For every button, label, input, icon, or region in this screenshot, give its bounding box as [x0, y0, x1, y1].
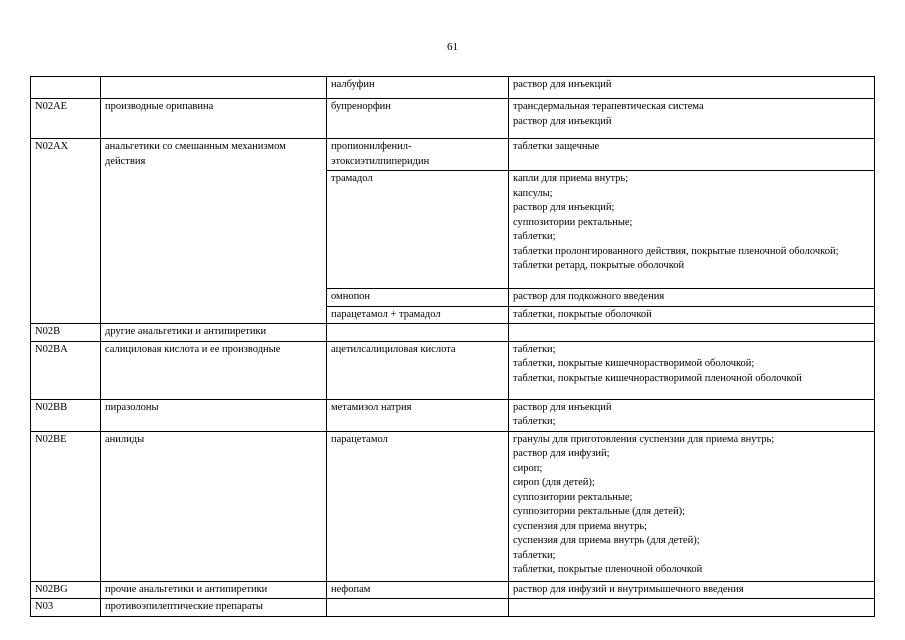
table-row	[31, 77, 875, 99]
dosage-form: таблетки;	[513, 549, 556, 561]
table-row	[31, 599, 875, 617]
group-cell: прочие анальгетики и антипиретики	[101, 581, 327, 599]
code-cell: N03	[31, 599, 101, 617]
dosage-form: раствор для инъекций	[513, 79, 612, 90]
dosage-forms-cell	[509, 581, 875, 599]
drug-name-cell	[327, 599, 509, 617]
dosage-form: раствор для инъекций	[513, 401, 612, 413]
drug-name-cell: нефопам	[327, 581, 509, 599]
dosage-form: суппозитории ректальные;	[513, 491, 633, 503]
code-cell: N02B	[31, 324, 101, 342]
group-cell	[101, 289, 327, 307]
group-cell	[101, 306, 327, 324]
dosage-form: капсулы;	[513, 187, 553, 199]
dosage-form: гранулы для приготовления суспензии для приема внутрь;	[513, 433, 775, 445]
dosage-forms-cell	[509, 324, 875, 342]
drug-name-cell: пропионилфенил-этоксиэтилпиперидин	[327, 139, 509, 171]
dosage-form: таблетки защечные	[513, 141, 600, 152]
page-number: 61	[447, 41, 458, 53]
table-row	[31, 99, 875, 139]
dosage-form: суспензия для приема внутрь (для детей);	[513, 535, 700, 546]
table-row	[31, 289, 875, 307]
dosage-form: таблетки пролонгированного действия, покрытые пленочной оболочкой;	[513, 245, 839, 257]
table-row	[31, 341, 875, 399]
group-cell	[101, 77, 327, 99]
code-cell	[31, 77, 101, 99]
group-cell: производные орипавина	[101, 99, 327, 139]
table-row	[31, 324, 875, 342]
group-cell: анальгетики со смешанным механизмом действия	[101, 139, 327, 171]
code-cell: N02AX	[31, 139, 101, 171]
dosage-form: раствор для подкожного введения	[513, 291, 665, 302]
dosage-form: таблетки, покрытые кишечнорастворимой оболочкой;	[513, 358, 755, 369]
group-cell: противоэпилептические препараты	[101, 599, 327, 617]
group-cell: анилиды	[101, 431, 327, 581]
code-cell: N02AE	[31, 99, 101, 139]
drug-name-cell	[327, 324, 509, 342]
dosage-form: капли для приема внутрь;	[513, 173, 629, 184]
table-row	[31, 139, 875, 171]
drug-name-cell: метамизол натрия	[327, 399, 509, 431]
group-cell: другие анальгетики и антипиретики	[101, 324, 327, 342]
code-cell: N02BA	[31, 341, 101, 399]
table-row	[31, 581, 875, 599]
dosage-form: раствор для инфузий и внутримышечного введения	[513, 583, 744, 595]
drug-name-cell: парацетамол + трамадол	[327, 306, 509, 324]
dosage-forms-cell	[509, 139, 875, 171]
table-row	[31, 171, 875, 289]
group-cell	[101, 171, 327, 289]
drug-name-cell: омнопон	[327, 289, 509, 307]
dosage-forms-cell	[509, 599, 875, 617]
dosage-form: трансдермальная терапевтическая система	[513, 101, 704, 112]
dosage-form: суппозитории ректальные (для детей);	[513, 506, 685, 517]
dosage-form: раствор для инъекций;	[513, 202, 615, 213]
group-cell: салициловая кислота и ее производные	[101, 341, 327, 399]
dosage-form: раствор для инфузий;	[513, 448, 610, 459]
dosage-form: таблетки;	[513, 416, 556, 427]
table-row	[31, 399, 875, 431]
code-cell	[31, 289, 101, 307]
dosage-forms-cell	[509, 341, 875, 399]
dosage-form: суппозитории ректальные;	[513, 216, 633, 228]
dosage-form: таблетки, покрытые пленочной оболочкой	[513, 564, 703, 575]
dosage-forms-cell	[509, 77, 875, 99]
dosage-forms-cell	[509, 99, 875, 139]
group-cell: пиразолоны	[101, 399, 327, 431]
dosage-forms-cell	[509, 399, 875, 431]
dosage-form: сироп (для детей);	[513, 477, 595, 488]
drug-name-cell: налбуфин	[327, 77, 509, 99]
dosage-form: таблетки;	[513, 231, 556, 242]
dosage-forms-cell	[509, 171, 875, 289]
dosage-form: раствор для инъекций	[513, 115, 612, 127]
code-cell	[31, 306, 101, 324]
drug-name-cell: ацетилсалициловая кислота	[327, 341, 509, 399]
dosage-forms-cell	[509, 306, 875, 324]
drug-name-cell: парацетамол	[327, 431, 509, 581]
dosage-forms-cell	[509, 431, 875, 581]
code-cell: N02BE	[31, 431, 101, 581]
dosage-form: сироп;	[513, 462, 543, 474]
dosage-form: таблетки, покрытые кишечнорастворимой пленочной оболочкой	[513, 372, 802, 384]
table-row	[31, 431, 875, 581]
drug-name-cell: бупренорфин	[327, 99, 509, 139]
table-row	[31, 306, 875, 324]
code-cell	[31, 171, 101, 289]
dosage-form: таблетки;	[513, 343, 556, 355]
dosage-form: суспензия для приема внутрь;	[513, 520, 648, 532]
dosage-form: таблетки, покрытые оболочкой	[513, 308, 652, 320]
drug-table	[30, 76, 875, 617]
dosage-forms-cell	[509, 289, 875, 307]
code-cell: N02BB	[31, 399, 101, 431]
drug-name-cell: трамадол	[327, 171, 509, 289]
code-cell: N02BG	[31, 581, 101, 599]
dosage-form: таблетки ретард, покрытые оболочкой	[513, 260, 685, 271]
